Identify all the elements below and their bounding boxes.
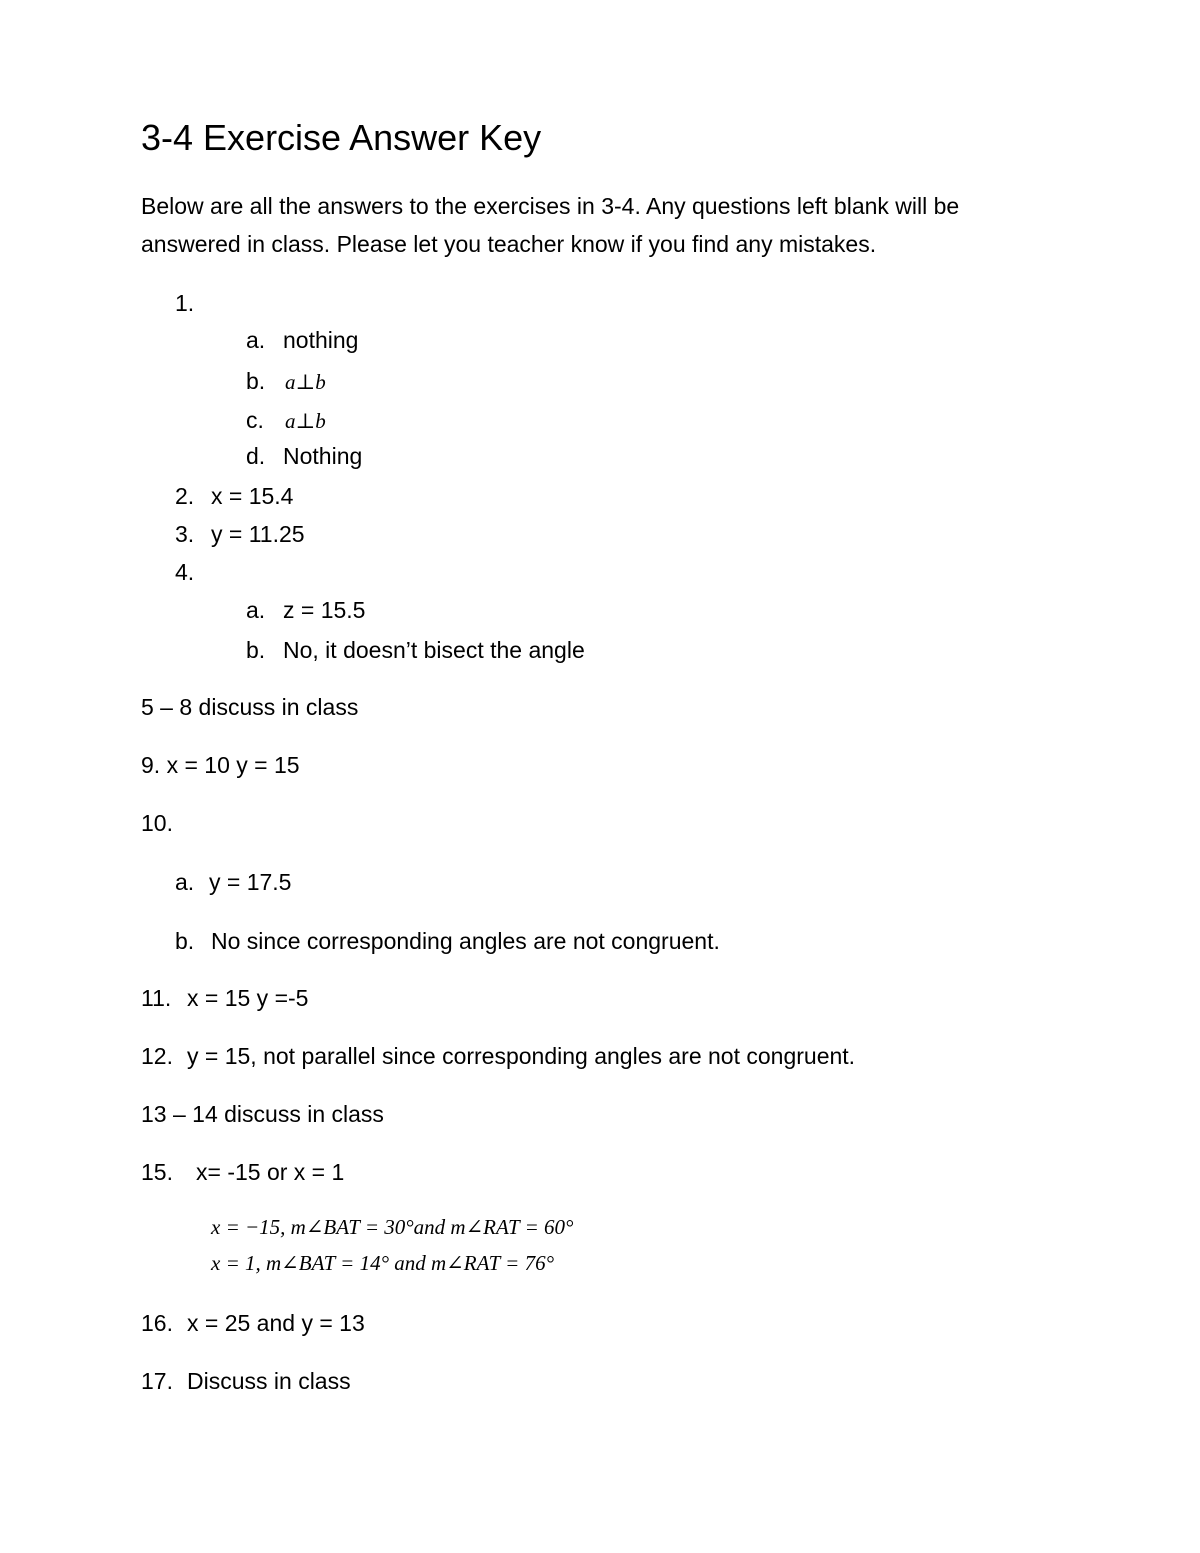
q3-number: 3. <box>175 521 195 547</box>
q10a-answer: y = 17.5 <box>209 869 292 895</box>
q5-8-note: 5 – 8 discuss in class <box>141 694 359 720</box>
q12-number: 12. <box>141 1043 173 1069</box>
q2-answer: x = 15.4 <box>211 483 294 509</box>
intro-line-1: Below are all the answers to the exercises in 3-4. Any questions left blank will be <box>141 193 960 219</box>
q4b-answer: No, it doesn’t bisect the angle <box>283 637 585 663</box>
q17-number: 17. <box>141 1368 173 1394</box>
q2-number: 2. <box>175 483 195 509</box>
q4b-letter: b. <box>246 637 266 663</box>
q16-number: 16. <box>141 1310 173 1336</box>
q9-answer: 9. x = 10 y = 15 <box>141 752 300 778</box>
q12-answer: y = 15, not parallel since corresponding angles are not congruent. <box>187 1043 856 1069</box>
intro-line-2: answered in class. Please let you teacher know if you find any mistakes. <box>141 231 877 257</box>
q11-answer: x = 15 y =-5 <box>187 985 309 1011</box>
q1b-letter: b. <box>246 368 266 394</box>
q4a-answer: z = 15.5 <box>283 597 366 623</box>
q15-answer: x= -15 or x = 1 <box>196 1159 345 1185</box>
q4a-letter: a. <box>246 597 266 623</box>
q10-number: 10. <box>141 810 173 836</box>
page-title: 3-4 Exercise Answer Key <box>141 117 542 158</box>
q16-answer: x = 25 and y = 13 <box>187 1310 365 1336</box>
q1a-answer: nothing <box>283 327 359 353</box>
q1d-letter: d. <box>246 443 266 469</box>
q15-math-line-2: x = 1, m∠BAT = 14° and m∠RAT = 76° <box>211 1251 555 1275</box>
q1c-answer: a⊥b <box>285 409 326 433</box>
q1d-answer: Nothing <box>283 443 363 469</box>
q11-number: 11. <box>141 985 172 1011</box>
q15-number: 15. <box>141 1159 173 1185</box>
q15-math-line-1: x = −15, m∠BAT = 30°and m∠RAT = 60° <box>211 1215 574 1239</box>
q10a-letter: a. <box>175 869 195 895</box>
q1-number: 1. <box>175 290 195 316</box>
q17-answer: Discuss in class <box>187 1368 351 1394</box>
q10b-answer: No since corresponding angles are not congruent. <box>211 928 720 954</box>
q3-answer: y = 11.25 <box>211 521 305 547</box>
q10b-letter: b. <box>175 928 195 954</box>
q1b-answer: a⊥b <box>285 370 326 394</box>
q4-number: 4. <box>175 559 195 585</box>
q1c-letter: c. <box>246 407 264 433</box>
q1a-letter: a. <box>246 327 266 353</box>
q13-14-note: 13 – 14 discuss in class <box>141 1101 384 1127</box>
